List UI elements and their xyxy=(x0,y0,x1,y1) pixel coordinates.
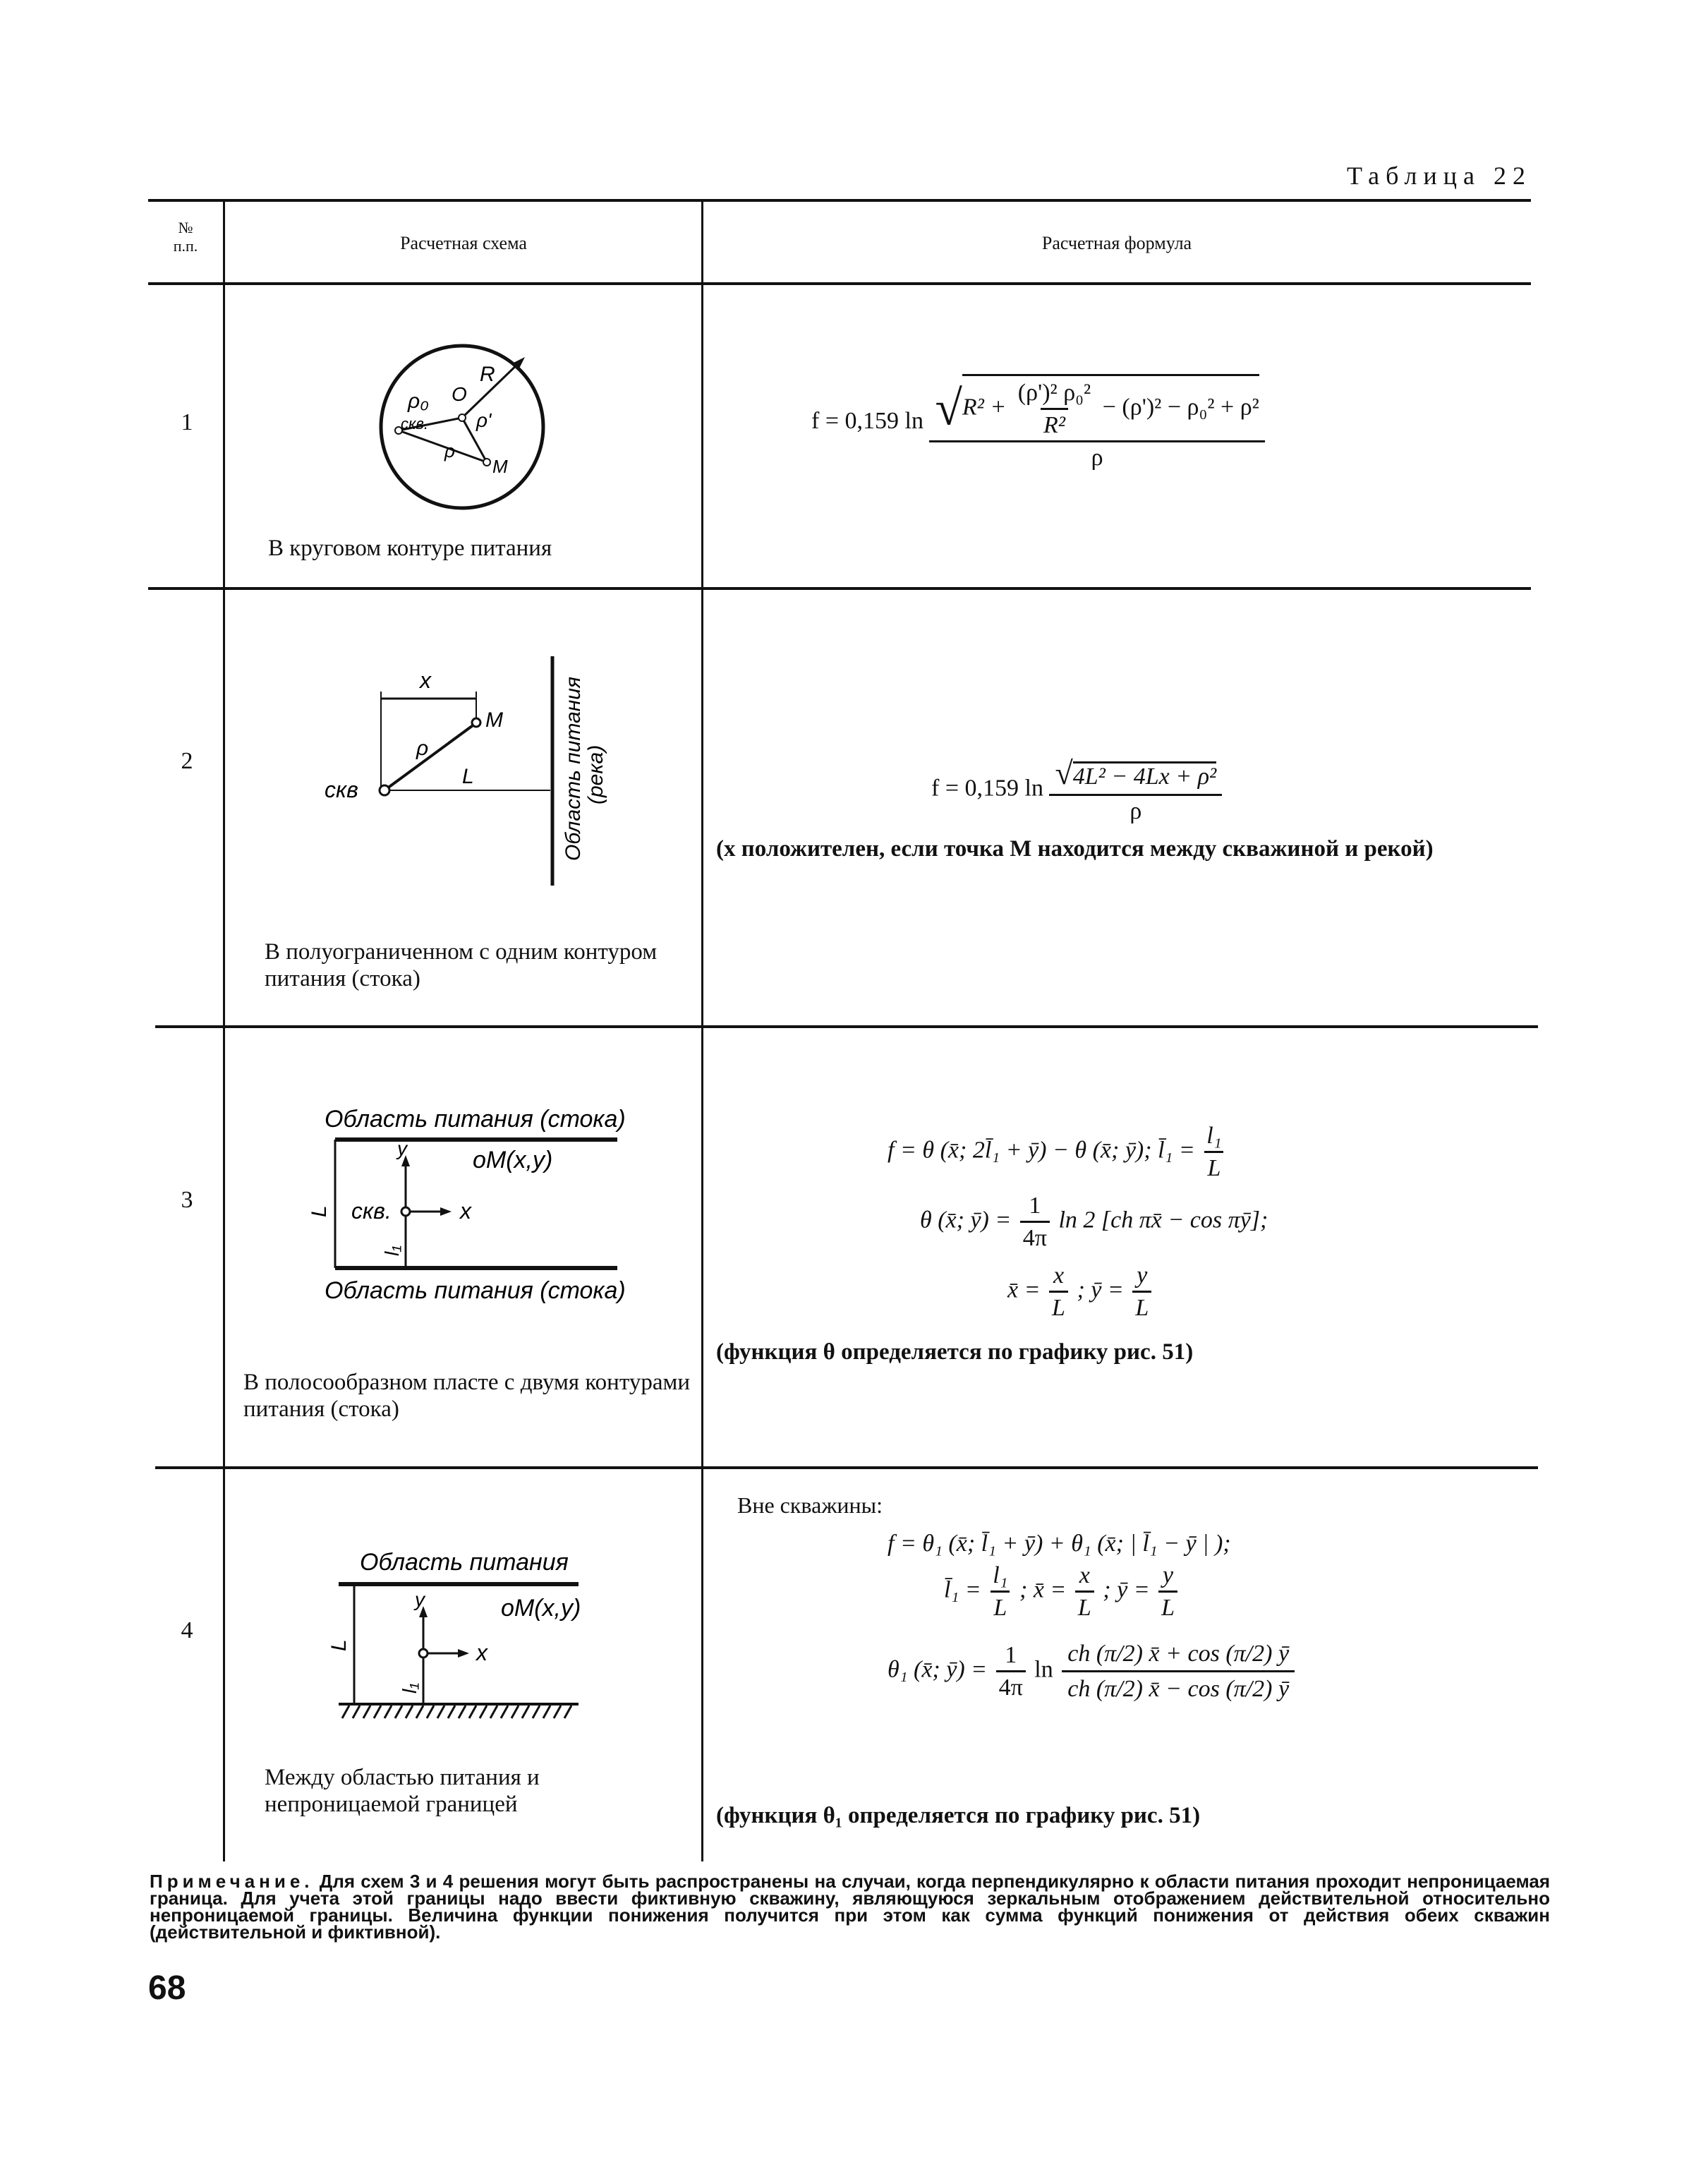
row-3-formula xyxy=(888,1122,1268,1322)
r4-line2-a-frac xyxy=(990,1562,1010,1622)
label-rho: ρ xyxy=(416,737,429,760)
r3-line3-a-num: x xyxy=(1053,1262,1065,1289)
center-point xyxy=(459,414,466,421)
r3-line2 xyxy=(920,1192,1268,1252)
r3-line3-b-num: y xyxy=(1137,1262,1148,1289)
r3-l1-frac xyxy=(1204,1122,1224,1182)
r4-line2 xyxy=(944,1562,1297,1622)
header-num xyxy=(148,219,223,255)
label-l1: l₁ xyxy=(381,1245,403,1256)
row-4-intro: Вне скважины: xyxy=(737,1492,883,1518)
sqrt-sign-icon: √ xyxy=(935,381,962,436)
r4-line2-c: ; ȳ = xyxy=(1103,1576,1150,1603)
label-rho: ρ xyxy=(444,440,455,461)
row-2-diagram xyxy=(303,649,635,889)
r4-line2-c-den: L xyxy=(1158,1590,1177,1622)
footnote-label: Примечание. xyxy=(150,1871,314,1892)
row1-bottom-rule xyxy=(148,587,1531,590)
label-x: x xyxy=(420,668,431,693)
r3-line3-a-frac xyxy=(1049,1262,1068,1322)
impermeable-hatching xyxy=(342,1706,571,1718)
r4-line3-lhs: θ₁ (x̄; ȳ) = xyxy=(888,1656,988,1683)
r3-line2-lhs: θ (x̄; ȳ) = xyxy=(920,1207,1012,1233)
label-x: x xyxy=(460,1198,471,1224)
r3-l1-den: L xyxy=(1204,1151,1223,1182)
header-num-line2: п.п. xyxy=(173,237,198,255)
x-axis-arrowhead xyxy=(440,1207,452,1216)
row-3-diagram xyxy=(303,1104,642,1316)
label-L: L xyxy=(308,1205,331,1217)
header-scheme: Расчетная схема xyxy=(400,233,527,253)
r4-line3-big-num: ch (π/2) x̄ + cos (π/2) ȳ xyxy=(1067,1641,1290,1667)
row-2-caption: В полуограниченном с одним контуром питания (стока) xyxy=(265,939,658,991)
r4-line2-c-frac xyxy=(1158,1562,1177,1622)
r4-line3-num: 1 xyxy=(1005,1642,1017,1669)
well-point xyxy=(380,785,389,795)
row-3-number: 3 xyxy=(181,1187,193,1213)
well-point xyxy=(419,1649,428,1658)
row-3-caption: В полосообразном пласте с двумя контурами питания (стока) xyxy=(243,1370,691,1422)
r1-sqrt-body xyxy=(962,374,1259,439)
m-point xyxy=(483,459,490,466)
label-rho-prime: ρ' xyxy=(476,409,492,431)
label-M: M xyxy=(492,456,508,477)
table-title: Таблица 22 xyxy=(1347,162,1532,190)
r4-line3-ln: ln xyxy=(1034,1656,1053,1683)
r4-line2-b-num: x xyxy=(1079,1562,1090,1589)
row-4-number: 4 xyxy=(181,1617,193,1643)
r1-main-frac xyxy=(932,374,1261,471)
r1-inner-den: R² xyxy=(1041,408,1068,439)
col-divider-1 xyxy=(223,202,225,1861)
page-number: 68 xyxy=(148,1969,186,2007)
label-O: O xyxy=(452,383,467,405)
table-footnote xyxy=(150,1871,1550,1943)
r4-line2-b-frac xyxy=(1075,1562,1094,1622)
label-L: L xyxy=(327,1639,351,1651)
x-axis-arrowhead xyxy=(458,1649,469,1658)
r2-lhs: f = 0,159 ln xyxy=(931,775,1043,802)
r3-line3-a-den: L xyxy=(1049,1291,1068,1322)
r4-line1: f = θ₁ (x̄; l̄₁ + ȳ) + θ₁ (x̄; | l̄₁ − ȳ | ); xyxy=(888,1531,1231,1557)
label-l1: l₁ xyxy=(399,1682,420,1694)
label-R: R xyxy=(480,363,495,386)
r4-line2-b: ; x̄ = xyxy=(1019,1576,1067,1603)
label-top-boundary: Область питания (стока) xyxy=(325,1106,626,1133)
row-2-note: (x положителен, если точка M находится между скважиной и рекой) xyxy=(716,836,1434,862)
footnote-text: Для схем 3 и 4 решения могут быть распространены на случаи, когда перпендикулярно к области питания проходит непроницаемая граница. Для учета этой границы надо ввести фиктивную скважину, являющуюся зеркальным отображением действительной относительно непроницаемой границы. Величина функции понижения получится при этом как сумма функций понижения от действия обеих скважин (действительной и фиктивной). xyxy=(150,1871,1550,1943)
r2-den: ρ xyxy=(1049,794,1222,825)
rho-line xyxy=(399,430,487,462)
row-2-number: 2 xyxy=(181,748,193,774)
label-y: y xyxy=(415,1588,425,1610)
r3-line2-den: 4π xyxy=(1020,1221,1050,1252)
header-num-line1: № xyxy=(178,219,193,236)
m-point xyxy=(472,718,480,727)
r3-line3 xyxy=(1007,1262,1268,1322)
r4-line3 xyxy=(888,1637,1297,1706)
label-L: L xyxy=(462,765,474,788)
label-M: M xyxy=(485,708,503,732)
r3-line1-text: f = θ (x̄; 2l̄₁ + ȳ) − θ (x̄; ȳ); l̄₁ = xyxy=(888,1137,1195,1164)
r4-line3-big-den: ch (π/2) x̄ − cos (π/2) ȳ xyxy=(1062,1670,1295,1706)
sqrt-sign-icon: √ xyxy=(1055,755,1073,791)
label-skv: скв xyxy=(325,777,358,802)
label-rho0: ρ₀ xyxy=(408,390,429,413)
label-skv: скв. xyxy=(401,415,428,433)
label-bottom-boundary: Область питания (стока) xyxy=(325,1277,626,1304)
row-4-formula xyxy=(888,1530,1297,1706)
r3-line3-a: x̄ = xyxy=(1007,1276,1041,1303)
r1-inner-num: (ρ')² ρ₀² xyxy=(1017,380,1091,406)
label-M: oM(x,y) xyxy=(501,1595,581,1622)
col-divider-2 xyxy=(701,202,703,1861)
r3-line1 xyxy=(888,1122,1268,1182)
row-1-diagram xyxy=(374,339,550,515)
row-1-formula xyxy=(811,374,1265,471)
row-4-note: (функция θ₁ определяется по графику рис. 51) xyxy=(716,1803,1201,1828)
row-4-caption: Между областью питания и непроницаемой границей xyxy=(265,1765,540,1817)
r1-lhs: f = 0,159 ln xyxy=(811,407,923,434)
label-x: x xyxy=(476,1640,487,1665)
r4-line3-big-frac xyxy=(1062,1637,1295,1706)
r3-line2-rhs: ln 2 [ch πx̄ − cos πȳ]; xyxy=(1058,1207,1268,1233)
r4-line2-a: l̄₁ = xyxy=(944,1576,981,1603)
label-river-line2: (река) xyxy=(584,744,607,804)
r3-line3-sep: ; ȳ = xyxy=(1077,1276,1124,1303)
r1-r2: R² + xyxy=(962,394,1007,421)
table-top-rule xyxy=(148,199,1531,202)
r2-sqrt-body: 4L² − 4Lx + ρ² xyxy=(1073,761,1217,790)
row-1-caption: В круговом контуре питания xyxy=(268,536,552,561)
row2-bottom-rule xyxy=(155,1025,1538,1028)
r3-line3-b-den: L xyxy=(1132,1291,1151,1322)
r4-line3-den: 4π xyxy=(996,1670,1026,1701)
label-river-line1: Область питания xyxy=(562,676,585,861)
r3-l1-num: l₁ xyxy=(1206,1123,1222,1149)
r4-line2-c-num: y xyxy=(1163,1562,1174,1589)
label-M: oM(x,y) xyxy=(473,1147,553,1173)
r3-line2-num: 1 xyxy=(1029,1193,1041,1219)
r3-line3-b-frac xyxy=(1132,1262,1151,1322)
r1-main-num xyxy=(932,374,1261,440)
r2-num xyxy=(1052,755,1219,794)
label-y: y xyxy=(397,1137,407,1159)
row-4-diagram xyxy=(310,1545,607,1729)
row-2-formula xyxy=(931,755,1222,825)
r1-rest: − (ρ')² − ρ₀² + ρ² xyxy=(1102,394,1259,421)
row-1-number: 1 xyxy=(181,409,193,435)
well-point xyxy=(401,1207,410,1216)
r1-den: ρ xyxy=(929,440,1264,471)
header-bottom-rule xyxy=(148,282,1531,285)
r4-line2-a-den: L xyxy=(991,1590,1010,1622)
label-top-boundary: Область питания xyxy=(360,1549,569,1576)
rho-line xyxy=(384,724,475,790)
r4-line3-frac xyxy=(996,1641,1026,1701)
row3-bottom-rule xyxy=(155,1466,1538,1469)
label-skv: скв. xyxy=(351,1198,392,1224)
r1-inner-frac xyxy=(1015,379,1094,439)
r2-frac xyxy=(1052,755,1219,825)
r4-line2-b-den: L xyxy=(1075,1590,1094,1622)
r4-line2-a-num: l₁ xyxy=(993,1562,1008,1589)
r3-line2-frac xyxy=(1020,1192,1050,1252)
row-3-note: (функция θ определяется по графику рис. 51) xyxy=(716,1339,1194,1365)
header-formula: Расчетная формула xyxy=(1041,233,1192,253)
